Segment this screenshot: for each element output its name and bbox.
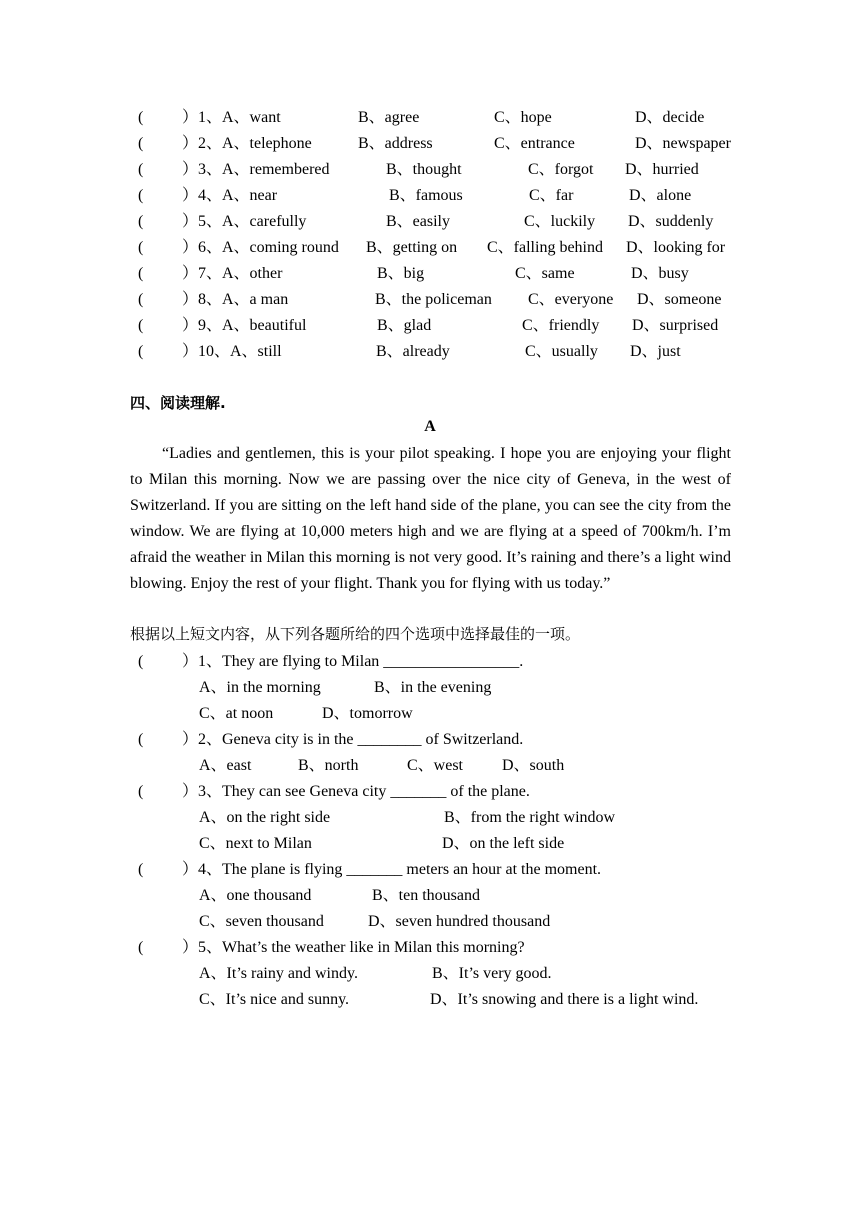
cloze-option-c: C、forgot <box>528 161 594 178</box>
instruction-text: 根据以上短文内容，从下列各题所给的四个选项中选择最佳的一项。 <box>130 625 581 643</box>
cloze-option-c: C、falling behind <box>487 239 603 256</box>
option-a: A、east <box>199 757 252 774</box>
answer-bracket: ( <box>138 653 144 670</box>
answer-bracket: ( <box>138 939 144 956</box>
option-c: C、next to Milan <box>199 835 312 852</box>
cloze-number-option-a: ）10、A、still <box>182 343 282 360</box>
cloze-option-c: C、hope <box>494 109 552 126</box>
cloze-option-c: C、friendly <box>522 317 600 334</box>
option-c: C、west <box>407 757 464 774</box>
answer-bracket: ( <box>138 213 144 230</box>
cloze-option-d: D、someone <box>637 291 722 308</box>
option-a: A、in the morning <box>199 679 321 696</box>
cloze-option-c: C、entrance <box>494 135 575 152</box>
cloze-number-option-a: ）6、A、coming round <box>182 239 339 256</box>
cloze-number-option-a: ）3、A、remembered <box>182 161 330 178</box>
cloze-number-option-a: ）8、A、a man <box>182 291 289 308</box>
option-c: C、seven thousand <box>199 913 324 930</box>
option-d: D、It’s snowing and there is a light wind. <box>430 991 699 1008</box>
option-c: C、at noon <box>199 705 274 722</box>
cloze-option-d: D、surprised <box>632 317 719 334</box>
cloze-number-option-a: ）5、A、carefully <box>182 213 307 230</box>
cloze-option-b: B、glad <box>377 317 432 334</box>
option-c: C、It’s nice and sunny. <box>199 991 350 1008</box>
cloze-option-b: B、address <box>358 135 433 152</box>
cloze-option-b: B、easily <box>386 213 450 230</box>
answer-bracket: ( <box>138 135 144 152</box>
answer-bracket: ( <box>138 317 144 334</box>
answer-bracket: ( <box>138 343 144 360</box>
cloze-number-option-a: ）4、A、near <box>182 187 278 204</box>
cloze-option-d: D、newspaper <box>635 135 731 152</box>
cloze-option-b: B、agree <box>358 109 420 126</box>
answer-bracket: ( <box>138 109 144 126</box>
cloze-number-option-a: ）7、A、other <box>182 265 283 282</box>
question-text: ）3、They can see Geneva city _______ of the plane. <box>182 783 530 800</box>
passage-title: A <box>424 418 436 435</box>
option-a: A、one thousand <box>199 887 312 904</box>
cloze-option-b: B、already <box>376 343 450 360</box>
answer-bracket: ( <box>138 187 144 204</box>
question-text: ）5、What’s the weather like in Milan this morning? <box>182 939 525 956</box>
question-text: ）1、They are flying to Milan _________________. <box>182 653 524 670</box>
cloze-option-d: D、just <box>630 343 681 360</box>
option-a: A、on the right side <box>199 809 331 826</box>
cloze-option-b: B、famous <box>389 187 463 204</box>
cloze-option-c: C、same <box>515 265 575 282</box>
cloze-option-d: D、decide <box>635 109 705 126</box>
answer-bracket: ( <box>138 265 144 282</box>
cloze-option-d: D、alone <box>629 187 692 204</box>
option-d: D、tomorrow <box>322 705 413 722</box>
cloze-option-c: C、far <box>529 187 574 204</box>
cloze-number-option-a: ）2、A、telephone <box>182 135 312 152</box>
option-d: D、seven hundred thousand <box>368 913 551 930</box>
cloze-option-c: C、usually <box>525 343 598 360</box>
option-d: D、south <box>502 757 565 774</box>
question-text: ）2、Geneva city is in the ________ of Switzerland. <box>182 731 524 748</box>
cloze-option-d: D、suddenly <box>628 213 714 230</box>
option-b: B、north <box>298 757 359 774</box>
cloze-option-d: D、hurried <box>625 161 699 178</box>
cloze-option-d: D、busy <box>631 265 689 282</box>
cloze-option-b: B、thought <box>386 161 462 178</box>
cloze-option-b: B、big <box>377 265 425 282</box>
cloze-option-d: D、looking for <box>626 239 726 256</box>
answer-bracket: ( <box>138 861 144 878</box>
answer-bracket: ( <box>138 291 144 308</box>
option-b: B、ten thousand <box>372 887 480 904</box>
option-b: B、in the evening <box>374 679 492 696</box>
cloze-option-c: C、everyone <box>528 291 614 308</box>
answer-bracket: ( <box>138 161 144 178</box>
cloze-option-b: B、getting on <box>366 239 458 256</box>
answer-bracket: ( <box>138 783 144 800</box>
cloze-option-b: B、the policeman <box>375 291 492 308</box>
reading-passage <box>130 441 731 596</box>
passage-paragraph: “Ladies and gentlemen, this is your pilot speaking. I hope you are enjoying your flight to Milan this morning. Now we are passing over the nice city of Geneva, in the west of Switzerland. If you are sitting on the left hand side of the plane, you can see the city from the window. We are flying at 10,000 meters high and we are flying at a speed of 700km/h. I’m afraid the weather in Milan this morning is not very good. It’s raining and there’s a light wind blowing. Enjoy the rest of your flight. Thank you for flying with us today.” <box>130 445 731 592</box>
cloze-number-option-a: ）1、A、want <box>182 109 281 126</box>
option-d: D、on the left side <box>442 835 565 852</box>
cloze-option-c: C、luckily <box>524 213 596 230</box>
option-b: B、from the right window <box>444 809 616 826</box>
answer-bracket: ( <box>138 239 144 256</box>
option-a: A、It’s rainy and windy. <box>199 965 358 982</box>
option-b: B、It’s very good. <box>432 965 552 982</box>
answer-bracket: ( <box>138 731 144 748</box>
question-text: ）4、The plane is flying _______ meters an hour at the moment. <box>182 861 602 878</box>
section-heading: 四、阅读理解. <box>130 394 226 412</box>
cloze-number-option-a: ）9、A、beautiful <box>182 317 307 334</box>
